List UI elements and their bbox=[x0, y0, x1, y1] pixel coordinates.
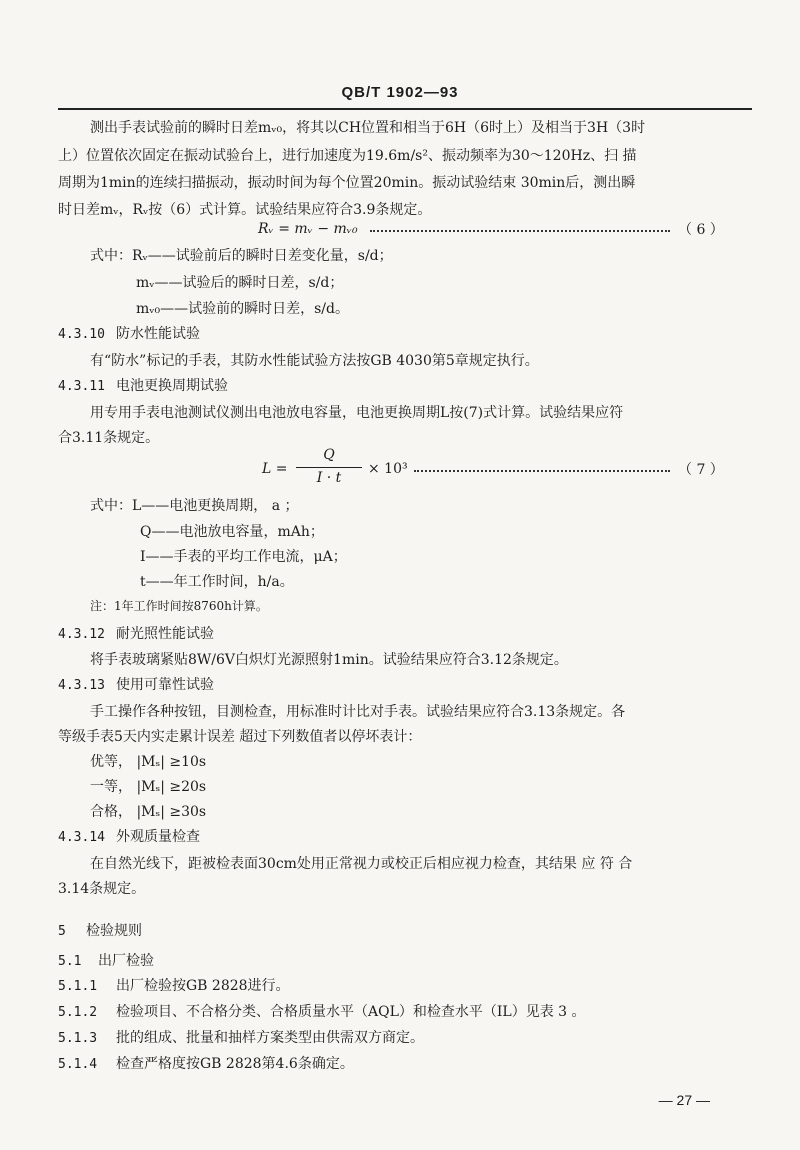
para-line: 时日差mᵥ，Rᵥ按（6）式计算。试验结果应符合3.9条规定。 bbox=[58, 202, 432, 218]
section-heading: 4.3.11 电池更换周期试验 bbox=[58, 378, 228, 394]
section-heading: 4.3.10 防水性能试验 bbox=[58, 326, 200, 342]
equation-7-denominator: I · t bbox=[316, 470, 342, 486]
equation-7-lhs: L = bbox=[262, 461, 288, 477]
leader-dots bbox=[370, 230, 670, 232]
section-text: 手工操作各种按钮，目测检查，用标准时计比对手表。试验结果应符合3.13条规定。各 bbox=[90, 704, 626, 720]
list-item: 5.1.2 检验项目、不合格分类、合格质量水平（AQL）和检查水平（IL）见表 3 。 bbox=[58, 1004, 586, 1020]
para-line: 上）位置依次固定在振动试验台上，进行加速度为19.6m/s²、振动频率为30～120Hz、扫 描 bbox=[58, 148, 637, 164]
where-line: Q——电池放电容量，mAh； bbox=[140, 524, 324, 540]
section-text: 将手表玻璃紧贴8W/6V白炽灯光源照射1min。试验结果应符合3.12条规定。 bbox=[90, 652, 568, 668]
equation-number: （ 7 ） bbox=[678, 462, 724, 478]
section-text: 在自然光线下，距被检表面30cm处用正常视力或校正后相应视力检查，其结果 应 符 合 bbox=[90, 856, 633, 872]
section-heading: 4.3.12 耐光照性能试验 bbox=[58, 626, 214, 642]
equation-6: Rᵥ = mᵥ − mᵥ₀ bbox=[258, 221, 358, 237]
list-item: 5.1.1 出厂检验按GB 2828进行。 bbox=[58, 978, 290, 994]
page-number: — 27 — bbox=[658, 1092, 710, 1108]
section-text: 有“防水”标记的手表，其防水性能试验方法按GB 4030第5章规定执行。 bbox=[90, 353, 539, 369]
equation-number: （ 6 ） bbox=[678, 222, 724, 238]
where-line: mᵥ——试验后的瞬时日差，s/d； bbox=[136, 275, 344, 291]
section-heading: 5.1 出厂检验 bbox=[58, 953, 154, 969]
where-line: mᵥ₀——试验前的瞬时日差，s/d。 bbox=[136, 301, 349, 317]
equation-7-numerator: Q bbox=[323, 447, 335, 463]
chapter-heading: 5 检验规则 bbox=[58, 923, 142, 939]
leader-dots bbox=[414, 470, 670, 472]
fraction-bar bbox=[296, 467, 362, 468]
section-heading: 4.3.14 外观质量检查 bbox=[58, 829, 200, 845]
grade-line: 一等， |Mₛ| ≥20s bbox=[90, 779, 207, 795]
header-rule bbox=[58, 108, 752, 110]
where-line: 式中：Rᵥ——试验前后的瞬时日差变化量，s/d； bbox=[90, 248, 393, 264]
note: 注：1年工作时间按8760h计算。 bbox=[90, 599, 268, 613]
para-line: 周期为1min的连续扫描振动，振动时间为每个位置20min。振动试验结束 30min后，测出瞬 bbox=[58, 175, 636, 191]
list-item: 5.1.3 批的组成、批量和抽样方案类型由供需双方商定。 bbox=[58, 1030, 424, 1046]
grade-line: 合格， |Mₛ| ≥30s bbox=[90, 804, 207, 820]
where-line: t——年工作时间，h/a。 bbox=[140, 574, 294, 590]
section-text: 3.14条规定。 bbox=[58, 881, 146, 897]
grade-line: 优等， |Mₛ| ≥10s bbox=[90, 754, 207, 770]
list-item: 5.1.4 检查严格度按GB 2828第4.6条确定。 bbox=[58, 1056, 354, 1072]
where-line: I——手表的平均工作电流，μA； bbox=[140, 549, 347, 565]
where-line: 式中：L——电池更换周期， a ； bbox=[90, 498, 299, 514]
section-text: 合3.11条规定。 bbox=[58, 430, 160, 446]
standard-header: QB/T 1902—93 bbox=[341, 84, 459, 101]
section-text: 用专用手表电池测试仪测出电池放电容量，电池更换周期L按(7)式计算。试验结果应符 bbox=[90, 405, 624, 421]
equation-7-factor: × 10³ bbox=[368, 461, 408, 477]
para-line: 测出手表试验前的瞬时日差mᵥ₀，将其以CH位置和相当于6H（6时上）及相当于3H（3时 bbox=[90, 120, 646, 136]
section-text: 等级手表5天内实走累计误差 超过下列数值者以停坏表计： bbox=[58, 729, 422, 745]
section-heading: 4.3.13 使用可靠性试验 bbox=[58, 677, 214, 693]
